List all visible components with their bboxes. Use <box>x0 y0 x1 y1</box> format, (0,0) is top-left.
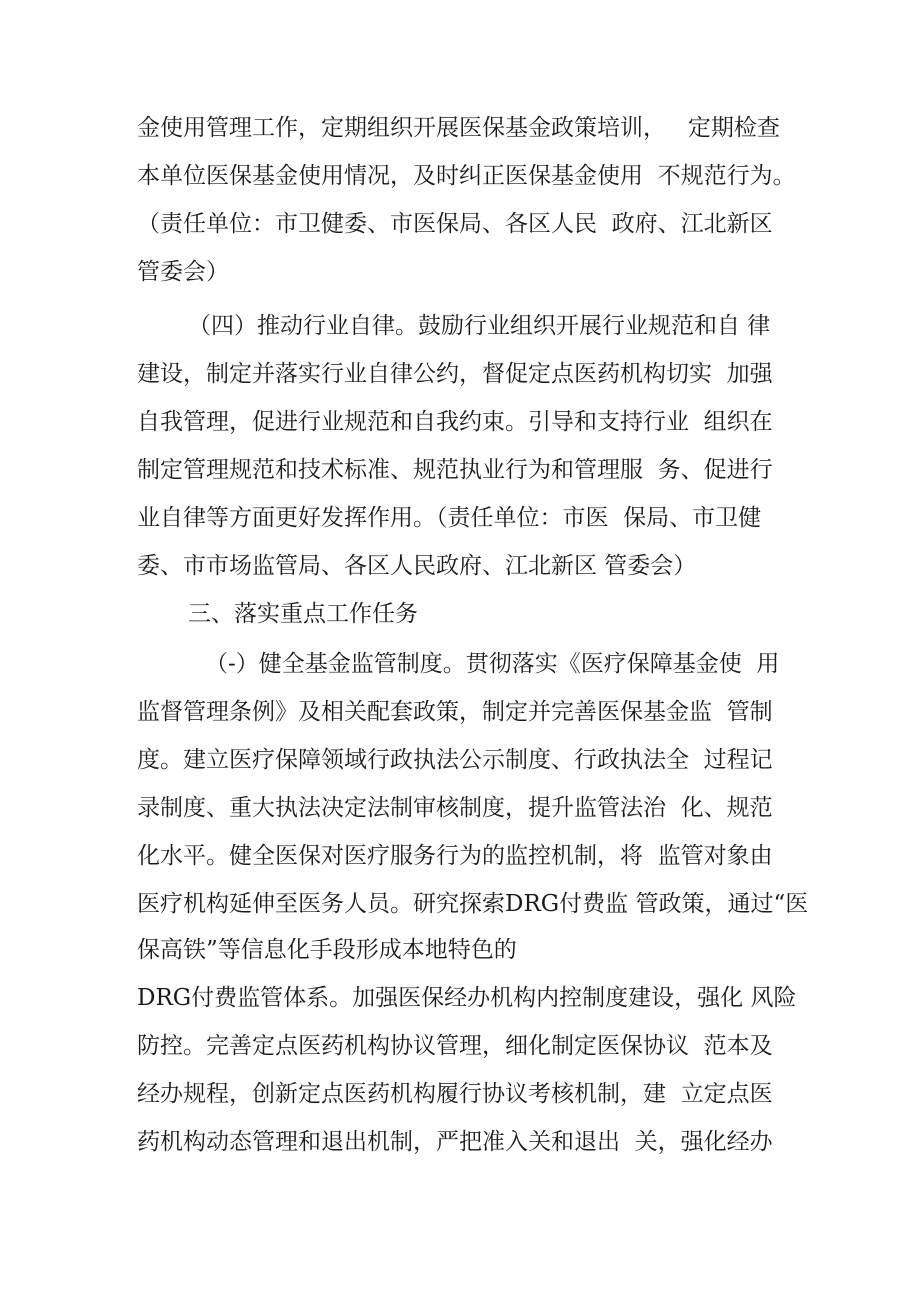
text-line: 本单位医保基金使用情况，及时纠正医保基金使用 不规范行为。 <box>137 163 796 189</box>
text-line: 制定管理规范和技术标准、规范执业行为和管理服 务、促进行 <box>137 457 773 483</box>
text-line: 经办规程，创新定点医药机构履行协议考核机制，建 立定点医 <box>137 1081 773 1107</box>
text-line: 药机构动态管理和退出机制，严把准入关和退出 关，强化经办 <box>137 1129 773 1155</box>
text-line: 业自律等方面更好发挥作用。（责任单位：市医 保局、市卫健 <box>137 505 762 531</box>
text-line: DRG付费监管体系。加强医保经办机构内控制度建设，强化 风险 <box>137 985 797 1011</box>
text-line: 自我管理，促进行业规范和自我约束。引导和支持行业 组织在 <box>137 409 773 435</box>
section-heading: 三、落实重点工作任务 <box>188 601 418 627</box>
text-line: 建设，制定并落实行业自律公约，督促定点医药机构切实 加强 <box>137 361 773 387</box>
text-line: 化水平。健全医保对医疗服务行为的监控机制，将 监管对象由 <box>137 843 773 869</box>
text-line: 录制度、重大执法决定法制审核制度，提升监管法治 化、规范 <box>137 795 773 821</box>
text-line: 监督管理条例》及相关配套政策，制定并完善医保基金监 管制 <box>137 699 773 725</box>
text-line: 医疗机构延伸至医务人员。研究探索DRG付费监 管政策，通过“医 <box>137 891 809 917</box>
text-line: 管委会） <box>137 259 229 285</box>
text-line: 保高铁”等信息化手段形成本地特色的 <box>137 937 517 963</box>
text-line: 金使用管理工作，定期组织开展医保基金政策培训， 定期检查 <box>137 115 780 141</box>
text-line: （责任单位：市卫健委、市医保局、各区人民 政府、江北新区 <box>137 211 773 237</box>
text-line: （-）健全基金监管制度。贯彻落实《医疗保障基金使 用 <box>205 651 780 677</box>
text-line: 度。建立医疗保障领域行政执法公示制度、行政执法全 过程记 <box>137 747 773 773</box>
text-line: （四）推动行业自律。鼓励行业组织开展行业规范和自 律 <box>188 313 771 339</box>
text-line: 委、市市场监管局、各区人民政府、江北新区 管委会） <box>137 553 697 579</box>
text-line: 防控。完善定点医药机构协议管理，细化制定医保协议 范本及 <box>137 1033 773 1059</box>
